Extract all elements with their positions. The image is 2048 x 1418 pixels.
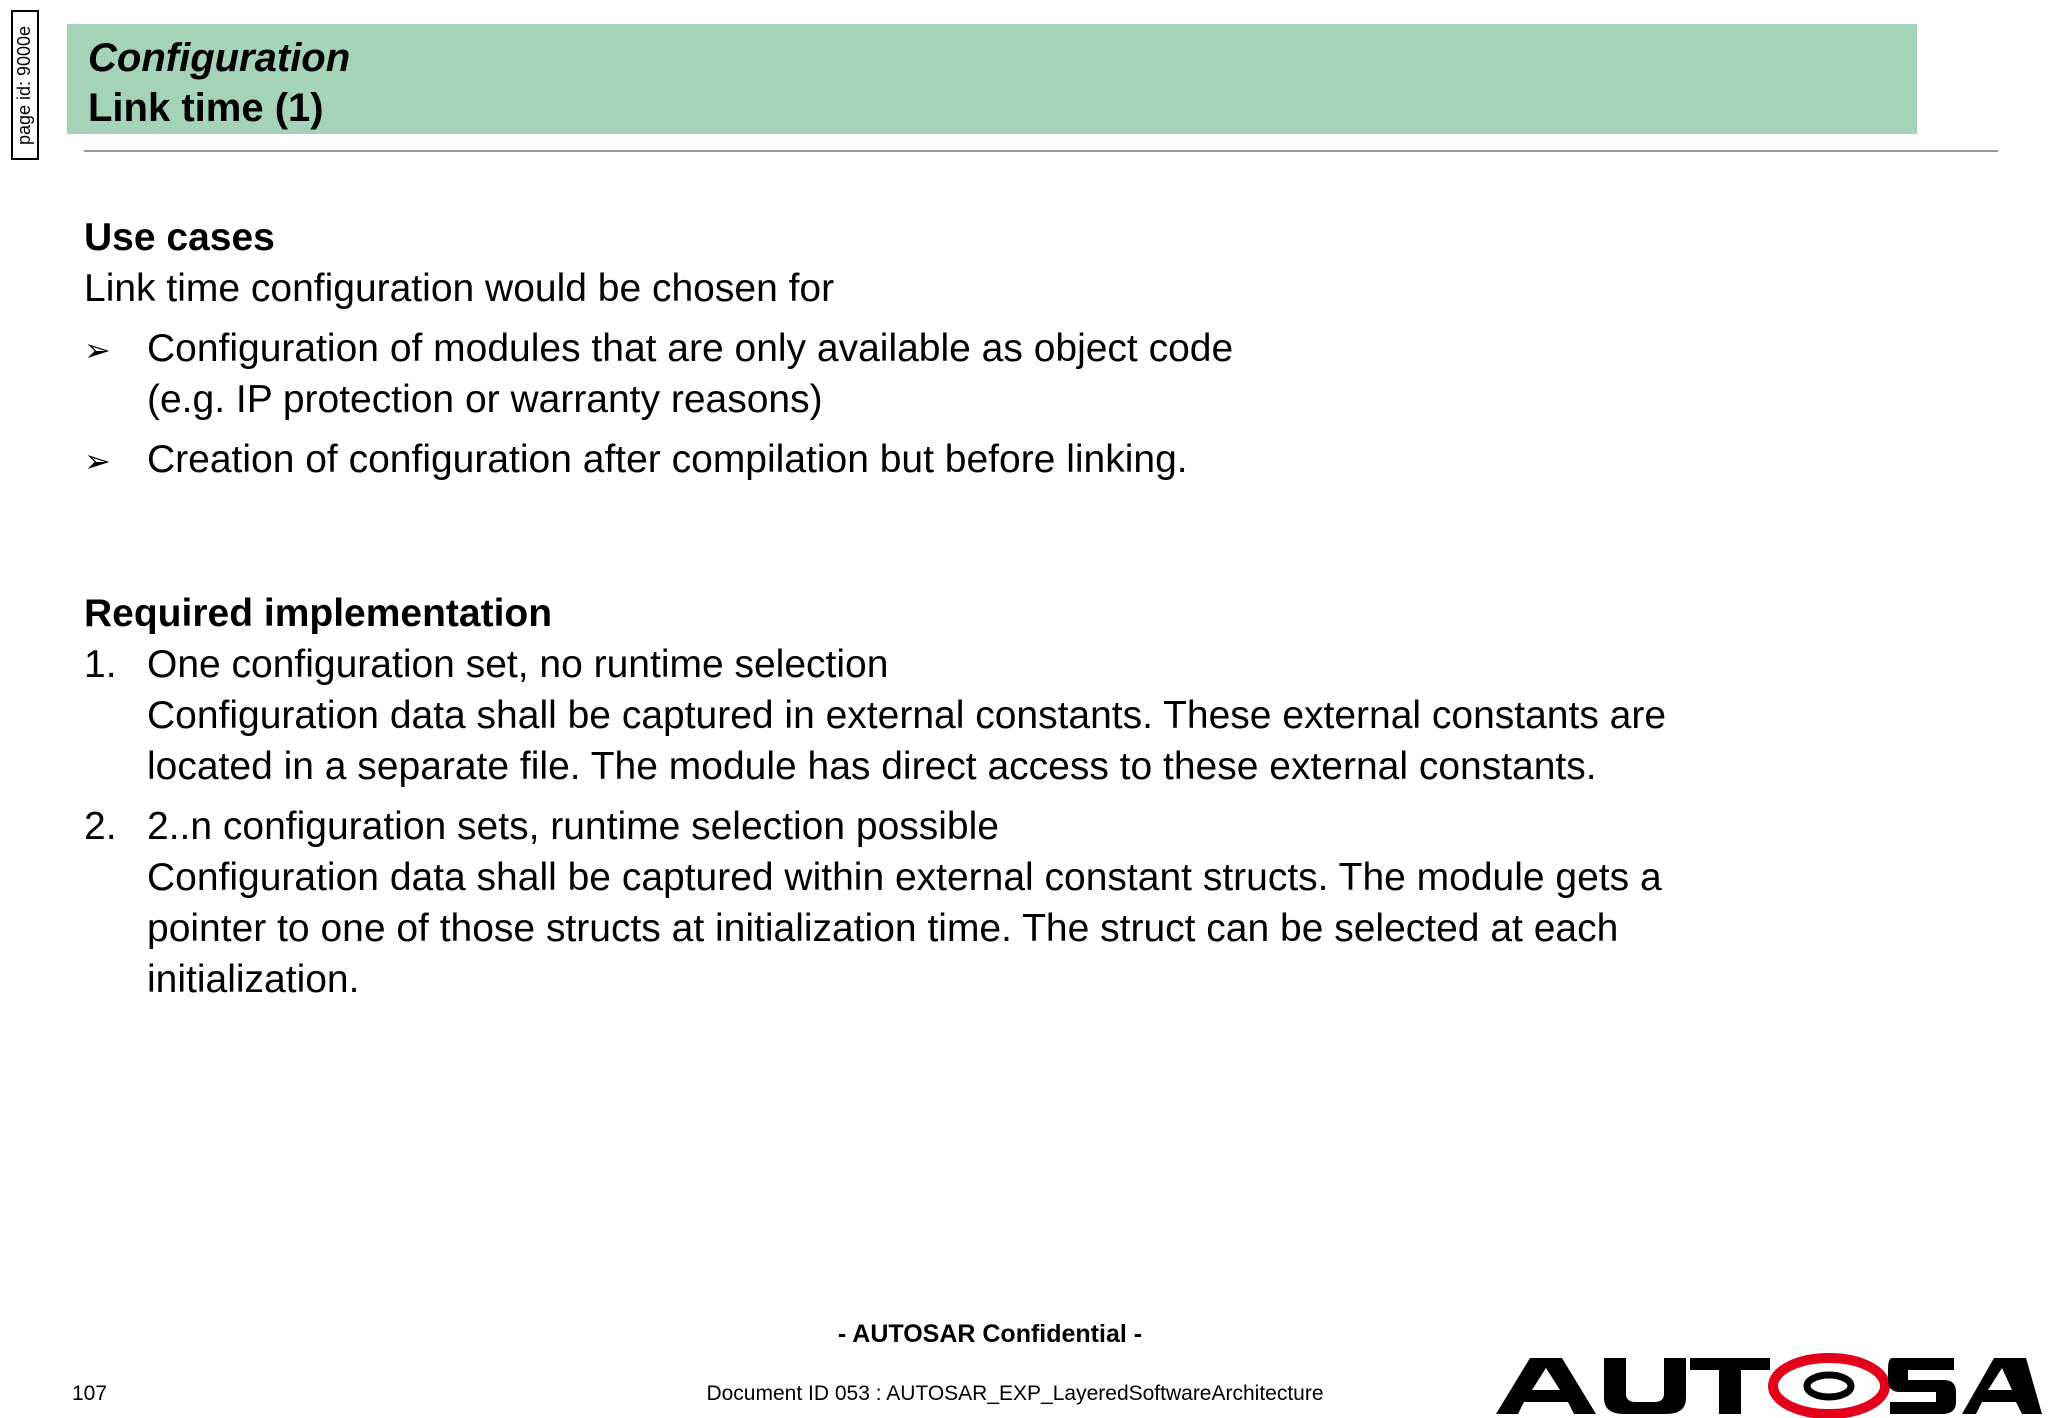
required-implementation-heading: Required implementation (84, 592, 553, 635)
document-id: Document ID 053 : AUTOSAR_EXP_LayeredSoftwareArchitecture (706, 1382, 1324, 1405)
bullet-line: Configuration of modules that are only available as object code (147, 327, 1234, 370)
page-subtitle: Link time (1) (88, 86, 324, 130)
bullet-line: Creation of configuration after compilation but before linking. (147, 438, 1188, 481)
use-case-bullet (84, 323, 1964, 425)
item-number: 1. (84, 643, 117, 686)
item-line: pointer to one of those structs at initialization time. The struct can be selected at each (147, 907, 1619, 950)
header-divider (84, 150, 1998, 152)
numbered-item (84, 801, 1964, 1005)
bullet-line: (e.g. IP protection or warranty reasons) (147, 378, 823, 421)
page-id-label (11, 10, 39, 160)
arrow-bullet-icon: ➢ (84, 332, 111, 368)
item-line: Configuration data shall be captured within external constant structs. The module gets a (147, 856, 1662, 899)
item-line: initialization. (147, 958, 360, 1001)
numbered-item (84, 639, 1964, 792)
item-line: One configuration set, no runtime selection (147, 643, 889, 686)
use-cases-heading: Use cases (84, 216, 275, 259)
use-case-bullet (84, 434, 1964, 487)
autosar-logo (1494, 1352, 2042, 1418)
title-bar (67, 24, 1917, 134)
item-line: 2..n configuration sets, runtime selection possible (147, 805, 999, 848)
page-number: 107 (72, 1382, 108, 1405)
item-number: 2. (84, 805, 117, 848)
use-cases-intro: Link time configuration would be chosen for (84, 267, 835, 310)
item-line: Configuration data shall be captured in external constants. These external constants are (147, 694, 1667, 737)
item-line: located in a separate file. The module has direct access to these external constants. (147, 745, 1597, 788)
slide-content (84, 212, 1964, 1014)
confidential-notice: - AUTOSAR Confidential - (837, 1320, 1143, 1348)
page-title: Configuration (88, 36, 351, 80)
arrow-bullet-icon: ➢ (84, 443, 111, 479)
page-id-text: page id: 9000e (14, 25, 35, 145)
